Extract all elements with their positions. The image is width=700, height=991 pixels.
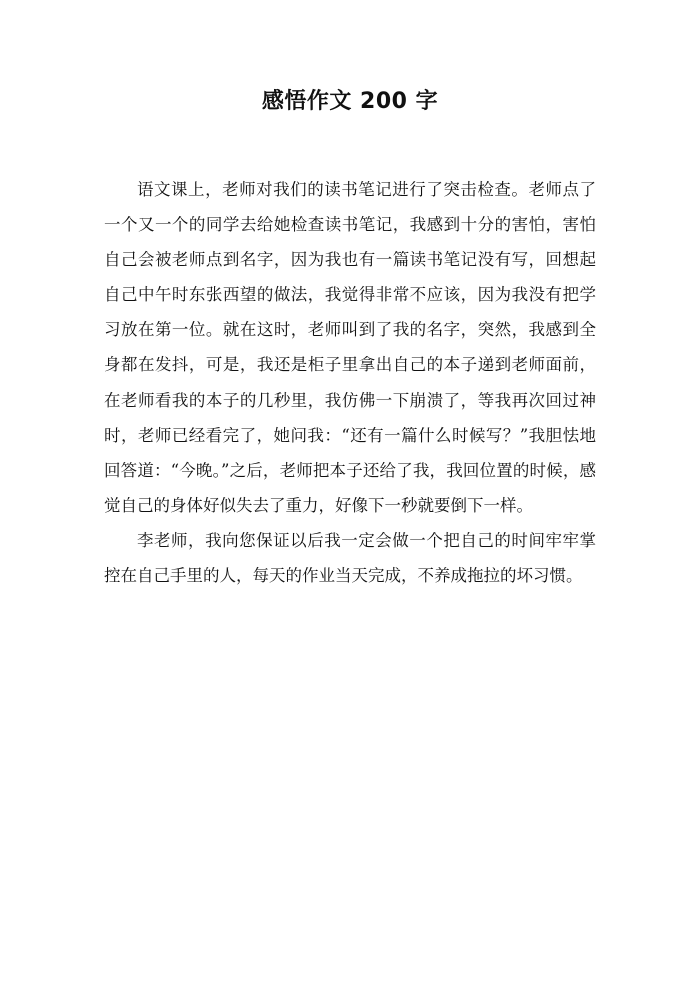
paragraph-2: 李老师，我向您保证以后我一定会做一个把自己的时间牢牢掌控在自己手里的人，每天的作业当天完成，不养成拖拉的坏习惯。	[104, 530, 596, 586]
paragraph-1: 语文课上，老师对我们的读书笔记进行了突击检查。老师点了一个又一个的同学去给她检查读书笔记，我感到十分的害怕，害怕自己会被老师点到名字，因为我也有一篇读书笔记没有写，回想起自己中午时东张西望的做法，我觉得非常不应该，因为我没有把学习放在第一位。就在这时，老师叫到了我的名字，突然，我感到全身都在发抖，可是，我还是柜子里拿出自己的本子递到老师面前，在老师看我的本子的几秒里，我仿佛一下崩溃了，等我再次回过神时，老师已经看完了，她问我：“还有一篇什么时候写？”我胆怯地回答道：“今晚。”之后，老师把本子还给了我，我回位置的时候，感觉自己的身体好似失去了重力，好像下一秒就要倒下一样。	[104, 180, 596, 515]
document-title: 感悟作文 200 字	[261, 89, 439, 114]
document-body	[104, 172, 596, 593]
